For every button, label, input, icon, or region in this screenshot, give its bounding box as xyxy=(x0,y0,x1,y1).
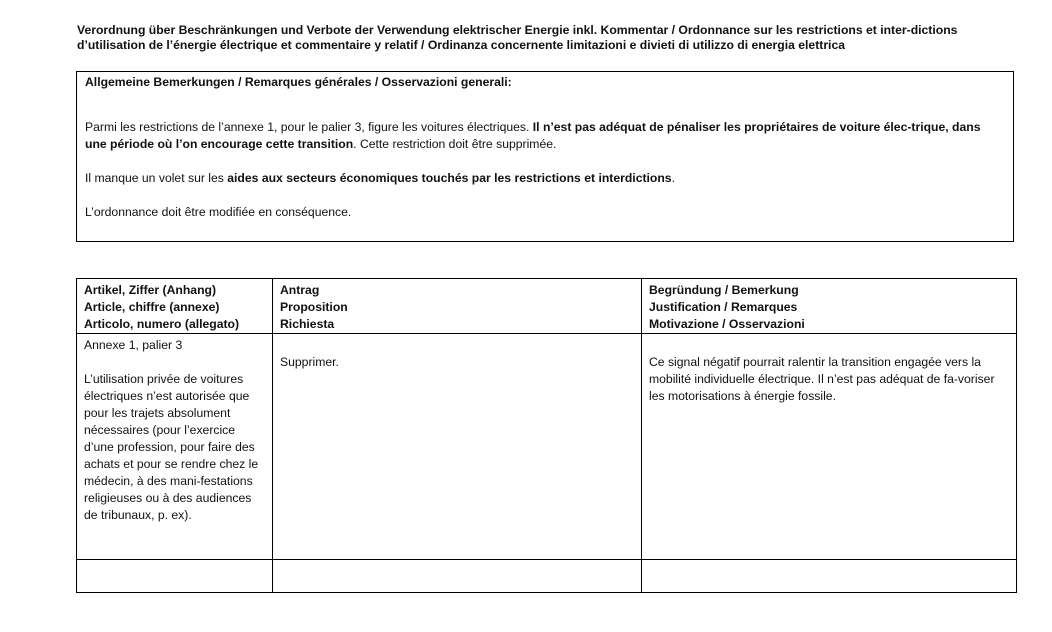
header-justification-de: Begründung / Bemerkung xyxy=(649,283,799,297)
header-justification-fr: Justification / Remarques xyxy=(649,300,798,314)
empty-cell-justification xyxy=(642,560,1017,593)
proposal-table xyxy=(76,278,1017,593)
header-justification xyxy=(642,279,1017,334)
article-reference: Annexe 1, palier 3 xyxy=(84,338,183,352)
article-text: L’utilisation privée de voitures électriques n’est autorisée que pour les trajets absolument nécessaires (pour l’exercice d’une profession, pour faire des achats et pour se rendre chez le médecin, à des mani-festations religieuses ou à des audiences de tribunaux, p. ex). xyxy=(84,372,259,522)
header-proposal-it: Richiesta xyxy=(280,317,335,331)
justification-text: Ce signal négatif pourrait ralentir la transition engagée vers la mobilité individuelle électrique. Il n’est pas adéquat de fa-voriser les motorisations à énergie fossile. xyxy=(649,355,995,403)
header-proposal-de: Antrag xyxy=(280,283,320,297)
header-article xyxy=(77,279,273,334)
remarks-paragraph-1 xyxy=(85,119,1005,153)
general-remarks-box xyxy=(76,71,1014,242)
header-justification-it: Motivazione / Osservazioni xyxy=(649,317,805,331)
remarks-paragraph-2 xyxy=(85,170,1005,187)
header-proposal-fr: Proposition xyxy=(280,300,348,314)
document-title: Verordnung über Beschränkungen und Verbote der Verwendung elektrischer Energie inkl. Kommentar / Ordonnance sur les restrictions et inter-dictions d’utilisation de l’énergie électrique et commentaire y relatif / Ordinanza concernente limitazioni e divieti di utilizzo di energia elettrica xyxy=(77,23,958,52)
proposal-text: Supprimer. xyxy=(280,355,339,369)
cell-article xyxy=(77,334,273,560)
remarks-p1-emphasis: Il n’est pas adéquat de pénaliser les propriétaires de voiture élec-trique, dans une période où l’on encourage cette transition xyxy=(85,120,981,151)
cell-proposal xyxy=(273,334,642,560)
remarks-p2-text-b: . xyxy=(671,171,675,185)
header-article-it: Articolo, numero (allegato) xyxy=(84,317,240,331)
remarks-p1-text-b: . Cette restriction doit être supprimée. xyxy=(353,137,557,151)
header-article-fr: Article, chiffre (annexe) xyxy=(84,300,220,314)
header-article-de: Artikel, Ziffer (Anhang) xyxy=(84,283,217,297)
remarks-paragraph-3: L’ordonnance doit être modifiée en conséquence. xyxy=(85,205,352,219)
cell-justification xyxy=(642,334,1017,560)
remarks-p2-text-a: Il manque un volet sur les xyxy=(85,171,228,185)
header-proposal xyxy=(273,279,642,334)
general-remarks-heading: Allgemeine Bemerkungen / Remarques générales / Osservazioni generali: xyxy=(85,75,512,89)
table-row-empty xyxy=(77,560,1017,593)
remarks-p2-emphasis: aides aux secteurs économiques touchés par les restrictions et interdictions xyxy=(227,171,672,185)
empty-cell-article xyxy=(77,560,273,593)
empty-cell-proposal xyxy=(273,560,642,593)
table-row xyxy=(77,334,1017,560)
remarks-p1-text-a: Parmi les restrictions de l’annexe 1, pour le palier 3, figure les voitures électriques. xyxy=(85,120,533,134)
table-header-row xyxy=(77,279,1017,334)
